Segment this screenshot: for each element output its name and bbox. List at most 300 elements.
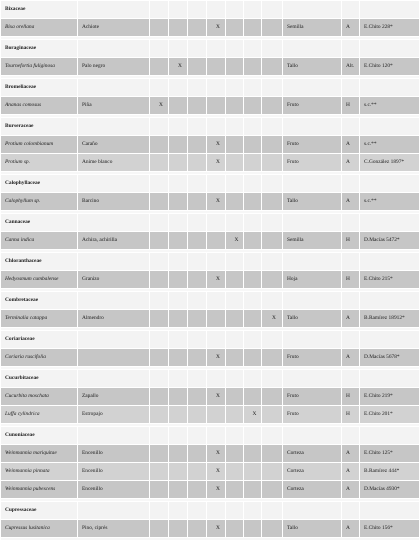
use-mark [262, 58, 283, 76]
use-mark: X [207, 445, 226, 463]
reference: C.González 1897* [360, 154, 419, 172]
species-row [1, 349, 419, 367]
use-mark: X [207, 349, 226, 367]
empty-cell [78, 118, 150, 136]
empty-cell [150, 175, 169, 193]
use-mark [169, 310, 188, 328]
habit: H [342, 388, 360, 406]
use-mark [226, 193, 244, 211]
use-mark [244, 97, 262, 115]
scientific-name: Hedyosmum cumbalense [1, 271, 78, 289]
species-row [1, 58, 419, 76]
empty-cell [150, 427, 169, 445]
family-name: Cannaceae [1, 214, 78, 232]
use-mark [150, 349, 169, 367]
species-row [1, 97, 419, 115]
empty-cell [188, 331, 207, 349]
reference: E.Chito 125* [360, 445, 419, 463]
species-row [1, 310, 419, 328]
empty-cell [188, 370, 207, 388]
empty-cell [207, 331, 226, 349]
species-row [1, 271, 419, 289]
empty-cell [262, 427, 283, 445]
use-mark [188, 58, 207, 76]
empty-cell [283, 40, 342, 58]
use-mark: X [207, 271, 226, 289]
use-mark [262, 406, 283, 424]
empty-cell [360, 40, 419, 58]
empty-cell [226, 370, 244, 388]
use-mark [150, 58, 169, 76]
empty-cell [226, 79, 244, 97]
reference: D.Macías 5472* [360, 232, 419, 250]
empty-cell [188, 502, 207, 520]
use-mark [226, 406, 244, 424]
habit: H [342, 232, 360, 250]
empty-cell [283, 427, 342, 445]
species-row [1, 388, 419, 406]
use-mark [169, 232, 188, 250]
common-name: Zapallo [78, 388, 150, 406]
use-mark [207, 310, 226, 328]
use-mark [188, 97, 207, 115]
use-mark [150, 406, 169, 424]
use-mark: X [262, 310, 283, 328]
family-name: Cupressaceae [1, 502, 78, 520]
empty-cell [169, 175, 188, 193]
family-row [1, 79, 419, 97]
use-mark [226, 154, 244, 172]
empty-cell [226, 253, 244, 271]
empty-cell [188, 118, 207, 136]
scientific-name: Luffa cylindrica [1, 406, 78, 424]
empty-cell [226, 1, 244, 19]
use-mark [262, 154, 283, 172]
empty-cell [188, 427, 207, 445]
species-row [1, 19, 419, 37]
species-row [1, 193, 419, 211]
empty-cell [360, 253, 419, 271]
use-mark [244, 19, 262, 37]
use-mark [244, 310, 262, 328]
reference: E.Chito 156* [360, 520, 419, 538]
reference: D.Macías 4930* [360, 481, 419, 499]
use-mark [169, 271, 188, 289]
family-row [1, 370, 419, 388]
organ-used: Tallo [283, 310, 342, 328]
reference: E.Chito 219* [360, 388, 419, 406]
use-mark [150, 463, 169, 481]
habit: H [342, 271, 360, 289]
empty-cell [262, 79, 283, 97]
scientific-name: Protium sp. [1, 154, 78, 172]
use-mark: X [207, 193, 226, 211]
scientific-name: Weinmannia pinnata [1, 463, 78, 481]
organ-used: Tallo [283, 58, 342, 76]
empty-cell [226, 118, 244, 136]
use-mark [226, 136, 244, 154]
common-name: Achira, achirilla [78, 232, 150, 250]
use-mark [262, 349, 283, 367]
use-mark [188, 310, 207, 328]
family-row [1, 1, 419, 19]
family-name: Burseraceae [1, 118, 78, 136]
empty-cell [188, 1, 207, 19]
empty-cell [226, 331, 244, 349]
species-row [1, 154, 419, 172]
empty-cell [78, 292, 150, 310]
empty-cell [360, 118, 419, 136]
family-name: Calophyllaceae [1, 175, 78, 193]
reference: E.Chito 215* [360, 271, 419, 289]
empty-cell [342, 79, 360, 97]
family-name: Cucurbitaceae [1, 370, 78, 388]
use-mark [226, 349, 244, 367]
spacer-cell [1, 538, 419, 541]
species-row [1, 136, 419, 154]
habit: H [342, 97, 360, 115]
use-mark [207, 406, 226, 424]
common-name: Encenillo [78, 445, 150, 463]
use-mark [262, 97, 283, 115]
habit: A [342, 310, 360, 328]
common-name: Palo negro [78, 58, 150, 76]
empty-cell [360, 214, 419, 232]
use-mark [244, 58, 262, 76]
empty-cell [283, 1, 342, 19]
empty-cell [169, 253, 188, 271]
reference: s.c.** [360, 193, 419, 211]
common-name: Almendro [78, 310, 150, 328]
empty-cell [283, 214, 342, 232]
family-row [1, 502, 419, 520]
empty-cell [169, 1, 188, 19]
empty-cell [207, 175, 226, 193]
common-name: Barcino [78, 193, 150, 211]
family-name: Chloranthaceae [1, 253, 78, 271]
reference: E.Chito 228* [360, 19, 419, 37]
use-mark [188, 463, 207, 481]
reference: E.Chito 201* [360, 406, 419, 424]
organ-used: Corteza [283, 463, 342, 481]
reference: D.Macías 5678* [360, 349, 419, 367]
use-mark: X [207, 463, 226, 481]
scientific-name: Canna indica [1, 232, 78, 250]
empty-cell [342, 502, 360, 520]
empty-cell [150, 292, 169, 310]
empty-cell [244, 370, 262, 388]
empty-cell [169, 40, 188, 58]
use-mark: X [207, 154, 226, 172]
habit: A [342, 154, 360, 172]
species-row [1, 406, 419, 424]
reference: E.Chito 120* [360, 58, 419, 76]
use-mark [207, 58, 226, 76]
empty-cell [342, 370, 360, 388]
empty-cell [226, 175, 244, 193]
family-row [1, 40, 419, 58]
common-name: Anime blanco [78, 154, 150, 172]
use-mark [150, 193, 169, 211]
habit: A [342, 136, 360, 154]
use-mark [244, 232, 262, 250]
use-mark [207, 232, 226, 250]
empty-cell [188, 40, 207, 58]
use-mark [244, 445, 262, 463]
empty-cell [262, 253, 283, 271]
empty-cell [150, 118, 169, 136]
empty-cell [360, 79, 419, 97]
use-mark [262, 193, 283, 211]
use-mark [169, 481, 188, 499]
use-mark [226, 481, 244, 499]
empty-cell [262, 502, 283, 520]
empty-cell [207, 1, 226, 19]
habit: A [342, 463, 360, 481]
empty-cell [244, 118, 262, 136]
empty-cell [283, 502, 342, 520]
empty-cell [78, 1, 150, 19]
empty-cell [283, 331, 342, 349]
empty-cell [342, 40, 360, 58]
species-row [1, 463, 419, 481]
empty-cell [342, 427, 360, 445]
use-mark: X [244, 406, 262, 424]
empty-cell [207, 118, 226, 136]
scientific-name: Cupressus lusitanica [1, 520, 78, 538]
use-mark [188, 154, 207, 172]
use-mark: X [207, 19, 226, 37]
species-row [1, 445, 419, 463]
organ-used: Tallo [283, 193, 342, 211]
use-mark [188, 445, 207, 463]
empty-cell [78, 427, 150, 445]
use-mark [150, 136, 169, 154]
empty-cell [150, 502, 169, 520]
scientific-name: Tournefortia fuliginosa [1, 58, 78, 76]
empty-cell [78, 214, 150, 232]
use-mark [244, 388, 262, 406]
empty-cell [188, 253, 207, 271]
empty-cell [78, 502, 150, 520]
empty-cell [207, 214, 226, 232]
use-mark: X [150, 97, 169, 115]
common-name: Encenillo [78, 463, 150, 481]
scientific-name: Ananas comosus [1, 97, 78, 115]
common-name: Caraño [78, 136, 150, 154]
empty-cell [169, 370, 188, 388]
use-mark [150, 154, 169, 172]
empty-cell [244, 1, 262, 19]
organ-used: Semilla [283, 232, 342, 250]
use-mark [169, 136, 188, 154]
use-mark [188, 271, 207, 289]
scientific-name: Bixa orellana [1, 19, 78, 37]
empty-cell [244, 214, 262, 232]
scientific-name: Calophyllum sp. [1, 193, 78, 211]
family-row [1, 118, 419, 136]
use-mark [262, 481, 283, 499]
organ-used: Fruto [283, 154, 342, 172]
use-mark [150, 445, 169, 463]
common-name: Granizo [78, 271, 150, 289]
habit: A [342, 520, 360, 538]
empty-cell [283, 118, 342, 136]
use-mark: X [207, 520, 226, 538]
family-row [1, 175, 419, 193]
use-mark [188, 349, 207, 367]
empty-cell [283, 253, 342, 271]
spacer-row [1, 538, 419, 541]
use-mark [169, 445, 188, 463]
use-mark [150, 388, 169, 406]
family-row [1, 253, 419, 271]
use-mark [169, 193, 188, 211]
family-name: Boraginaceae [1, 40, 78, 58]
empty-cell [262, 40, 283, 58]
empty-cell [262, 175, 283, 193]
common-name: Estropajo [78, 406, 150, 424]
use-mark [188, 406, 207, 424]
empty-cell [150, 370, 169, 388]
empty-cell [150, 40, 169, 58]
empty-cell [226, 502, 244, 520]
empty-cell [207, 79, 226, 97]
empty-cell [244, 331, 262, 349]
empty-cell [342, 331, 360, 349]
empty-cell [360, 331, 419, 349]
empty-cell [360, 292, 419, 310]
empty-cell [283, 79, 342, 97]
use-mark [169, 154, 188, 172]
common-name [78, 349, 150, 367]
use-mark [207, 97, 226, 115]
empty-cell [226, 427, 244, 445]
use-mark [150, 271, 169, 289]
use-mark [262, 445, 283, 463]
common-name: Achiote [78, 19, 150, 37]
scientific-name: Terminalia catappa [1, 310, 78, 328]
empty-cell [342, 214, 360, 232]
empty-cell [169, 331, 188, 349]
empty-cell [342, 253, 360, 271]
empty-cell [150, 331, 169, 349]
empty-cell [207, 502, 226, 520]
empty-cell [262, 370, 283, 388]
use-mark: X [169, 58, 188, 76]
use-mark [188, 19, 207, 37]
empty-cell [360, 370, 419, 388]
use-mark [150, 19, 169, 37]
use-mark [244, 463, 262, 481]
use-mark [169, 388, 188, 406]
use-mark [244, 154, 262, 172]
empty-cell [244, 502, 262, 520]
empty-cell [188, 79, 207, 97]
empty-cell [262, 214, 283, 232]
empty-cell [78, 40, 150, 58]
organ-used: Fruto [283, 349, 342, 367]
common-name: Encenillo [78, 481, 150, 499]
empty-cell [169, 502, 188, 520]
empty-cell [342, 1, 360, 19]
use-mark [150, 310, 169, 328]
use-mark [226, 97, 244, 115]
empty-cell [78, 331, 150, 349]
organ-used: Semilla [283, 19, 342, 37]
habit: A [342, 193, 360, 211]
empty-cell [207, 253, 226, 271]
use-mark [226, 271, 244, 289]
habit: Alt. [342, 58, 360, 76]
reference: B.Ramírez 444* [360, 463, 419, 481]
empty-cell [226, 40, 244, 58]
organ-used: Corteza [283, 481, 342, 499]
use-mark [169, 19, 188, 37]
empty-cell [262, 292, 283, 310]
scientific-name: Cucurbita moschata [1, 388, 78, 406]
use-mark: X [207, 388, 226, 406]
scientific-name: Protium colombianum [1, 136, 78, 154]
scientific-name: Weinmannia pubescens [1, 481, 78, 499]
species-row [1, 232, 419, 250]
use-mark [262, 388, 283, 406]
empty-cell [150, 214, 169, 232]
empty-cell [169, 79, 188, 97]
organ-used: Fruto [283, 97, 342, 115]
use-mark [169, 349, 188, 367]
organ-used: Corteza [283, 445, 342, 463]
species-row [1, 481, 419, 499]
use-mark [244, 481, 262, 499]
empty-cell [244, 253, 262, 271]
family-name: Coriariaceae [1, 331, 78, 349]
use-mark [262, 232, 283, 250]
empty-cell [283, 175, 342, 193]
empty-cell [283, 370, 342, 388]
empty-cell [150, 253, 169, 271]
empty-cell [226, 292, 244, 310]
use-mark [188, 232, 207, 250]
family-name: Combretaceae [1, 292, 78, 310]
use-mark [150, 232, 169, 250]
empty-cell [226, 214, 244, 232]
habit: A [342, 349, 360, 367]
empty-cell [169, 427, 188, 445]
use-mark: X [226, 232, 244, 250]
empty-cell [360, 427, 419, 445]
use-mark [188, 481, 207, 499]
use-mark [188, 136, 207, 154]
family-name: Bromeliaceae [1, 79, 78, 97]
empty-cell [169, 118, 188, 136]
empty-cell [78, 175, 150, 193]
empty-cell [78, 253, 150, 271]
use-mark [226, 445, 244, 463]
empty-cell [360, 175, 419, 193]
empty-cell [244, 175, 262, 193]
organ-used: Fruto [283, 406, 342, 424]
organ-used: Tallo [283, 520, 342, 538]
empty-cell [207, 427, 226, 445]
use-mark [169, 97, 188, 115]
empty-cell [244, 40, 262, 58]
common-name: Piña [78, 97, 150, 115]
use-mark [226, 19, 244, 37]
empty-cell [262, 1, 283, 19]
use-mark [262, 19, 283, 37]
empty-cell [150, 1, 169, 19]
